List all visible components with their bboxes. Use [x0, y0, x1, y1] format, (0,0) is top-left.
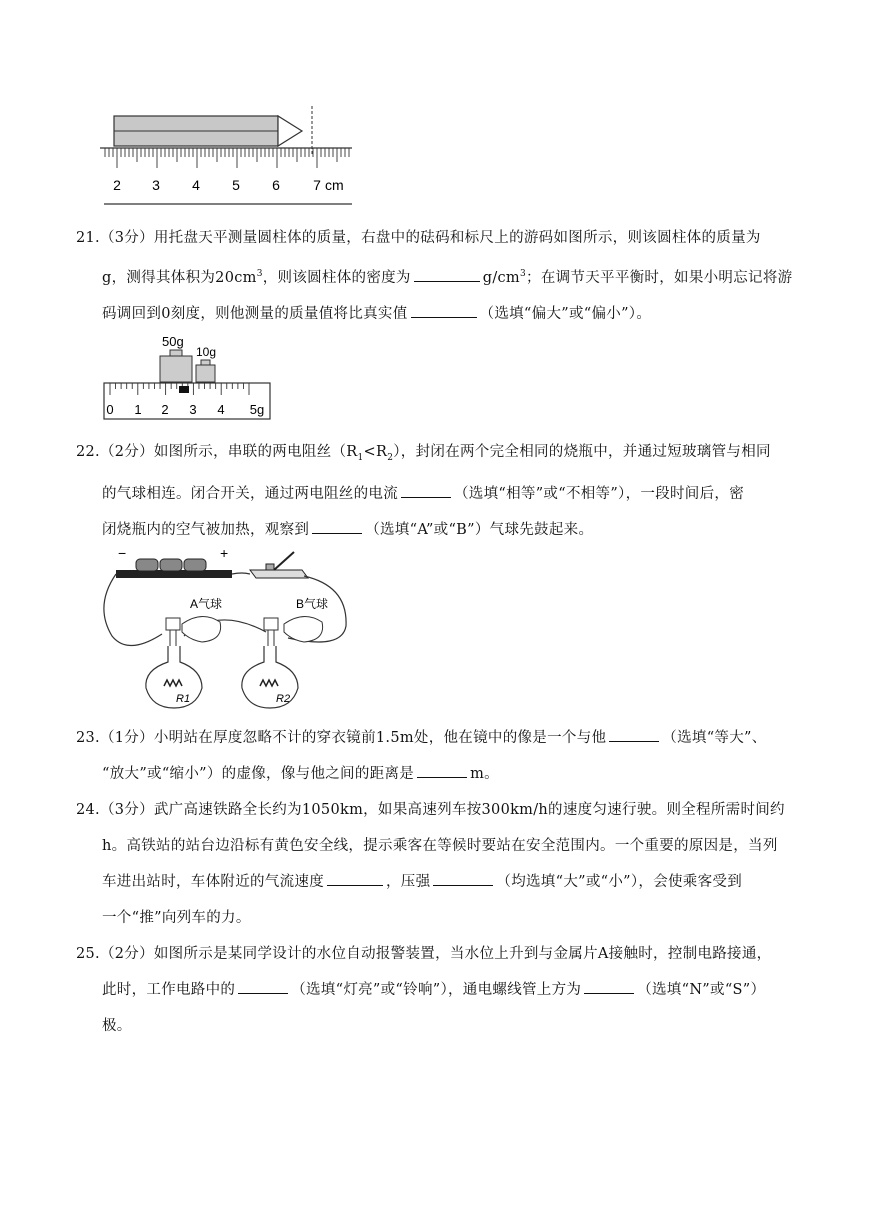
battery-cell [184, 559, 206, 571]
q21-line1 [76, 220, 821, 256]
question-24 [76, 792, 821, 936]
ruler-diagram [96, 104, 358, 208]
ruler-tick-label: 3 [152, 177, 160, 193]
weight-10g-label: 10g [196, 345, 217, 359]
q22-text: （选填“相等”或“不相等”），一段时间后，密 [454, 485, 744, 502]
switch-lever [274, 552, 294, 570]
q25-line2 [76, 972, 821, 1008]
r2-label: R2 [276, 693, 291, 705]
q21-sup: 3 [256, 269, 263, 279]
q22-text: 的气球相连。闭合开关，通过两电阻丝的电流 [102, 485, 398, 502]
ruler-tick-label: 2 [113, 177, 121, 193]
q22-line1 [76, 434, 821, 476]
q22-text: <R [363, 444, 388, 460]
q25-line3 [76, 1008, 821, 1044]
balloon-a-label: A气球 [190, 597, 223, 611]
battery-cell [160, 559, 182, 571]
scale-label: 5g [249, 402, 265, 417]
q25-line1 [76, 936, 821, 972]
answer-blank[interactable] [433, 871, 493, 886]
answer-blank[interactable] [584, 979, 634, 994]
q22-line2 [76, 476, 821, 512]
q21-sup: 3 [519, 269, 527, 279]
q22-text: 22.（2分）如图所示，串联的两电阻丝（R [76, 444, 358, 460]
q24-line3 [76, 864, 821, 900]
flask-a [146, 646, 202, 708]
scale-label: 3 [189, 402, 197, 417]
q25-text: 25.（2分）如图所示是某同学设计的水位自动报警装置，当水位上升到与金属片A接触时，控制电路接通， [76, 946, 772, 962]
weight-10g [196, 365, 215, 382]
ruler-tick-label: 4 [192, 177, 200, 193]
circuit-diagram [98, 546, 352, 710]
q22-text: （选填“A”或“B”）气球先鼓起来。 [365, 521, 594, 538]
scale-label: 0 [106, 402, 114, 417]
q23-text: 23.（1分）小明站在厚度忽略不计的穿衣镜前1.5m处，他在镜中的像是一个与他 [76, 730, 607, 746]
negative-terminal: − [118, 546, 127, 561]
ruler-unit: cm [325, 177, 344, 193]
q21-text: g/cm [482, 269, 520, 286]
q24-text: ，压强 [386, 874, 431, 890]
r1-label: R1 [176, 693, 191, 705]
switch-base [250, 570, 308, 578]
q21-line3 [76, 296, 821, 332]
scale-label: 4 [217, 402, 225, 417]
q21-line2 [76, 256, 821, 296]
q21-text: ；在调节天平平衡时，如果小明忘记将游 [526, 269, 793, 286]
scale-label: 2 [161, 402, 169, 417]
ruler-tick-label: 6 [272, 177, 280, 193]
balloon-a [182, 616, 221, 642]
scale-label: 1 [134, 402, 142, 417]
q21-text: 21.（3分）用托盘天平测量圆柱体的质量，右盘中的砝码和标尺上的游码如图所示，则该圆柱体的质量为 [76, 230, 761, 246]
answer-blank[interactable] [609, 727, 659, 742]
q23-line2 [76, 756, 821, 792]
q24-text: 车进出站时，车体附近的气流速度 [102, 874, 324, 890]
q21-text: g，测得其体积为20cm [102, 269, 257, 286]
q23-text: m。 [470, 766, 499, 782]
q23-text: （选填“等大”、 [662, 730, 767, 746]
answer-blank[interactable] [401, 483, 451, 498]
q22-line3 [76, 512, 821, 548]
positive-terminal: + [220, 546, 229, 561]
circuit-figure [98, 546, 352, 710]
q24-text: h。高铁站的站台边沿标有黄色安全线，提示乘客在等候时要站在安全范围内。一个重要的原因是，当列 [102, 838, 778, 854]
rider [179, 386, 189, 393]
q22-sub: 1 [357, 452, 364, 463]
answer-blank[interactable] [312, 519, 362, 534]
q24-line2 [76, 828, 821, 864]
q24-line4 [76, 900, 821, 936]
balance-figure [100, 330, 275, 422]
answer-blank[interactable] [327, 871, 383, 886]
q23-line1 [76, 720, 821, 756]
weight-50g-label: 50g [162, 334, 184, 349]
q25-text: （选填“N”或“S”） [637, 982, 766, 998]
question-22 [76, 434, 821, 548]
question-21 [76, 220, 821, 332]
balance-diagram [100, 330, 275, 422]
q22-sub: 2 [387, 452, 394, 463]
ruler-figure [96, 104, 358, 208]
answer-blank[interactable] [411, 303, 477, 318]
weight-50g [160, 356, 192, 382]
ruler-tick-label: 7 [313, 177, 321, 193]
q21-text: ，则该圆柱体的密度为 [262, 269, 411, 286]
answer-blank[interactable] [414, 267, 480, 282]
answer-blank[interactable] [238, 979, 288, 994]
q21-text: 码调回到0刻度，则他测量的质量值将比真实值 [102, 305, 408, 322]
q24-text: 一个“推”向列车的力。 [102, 910, 251, 926]
wire [104, 574, 162, 646]
question-23 [76, 720, 821, 792]
q22-text: ），封闭在两个完全相同的烧瓶中，并通过短玻璃管与相同 [393, 444, 771, 460]
answer-blank[interactable] [417, 763, 467, 778]
battery-cell [136, 559, 158, 571]
q23-text: “放大”或“缩小”）的虚像，像与他之间的距离是 [102, 766, 415, 782]
q21-text: （选填“偏大”或“偏小”）。 [479, 305, 652, 322]
balloon-b-label: B气球 [296, 597, 329, 611]
ruler-tick-label: 5 [232, 177, 240, 193]
question-25 [76, 936, 821, 1044]
q25-text: 此时，工作电路中的 [102, 982, 236, 998]
q25-text: 极。 [102, 1018, 132, 1034]
q24-line1 [76, 792, 821, 828]
q22-text: 闭烧瓶内的空气被加热，观察到 [102, 521, 310, 538]
q24-text: （均选填“大”或“小”），会使乘客受到 [496, 874, 743, 890]
q24-text: 24.（3分）武广高速铁路全长约为1050km，如果高速列车按300km/h的速度匀速行驶。则全程所需时间约 [76, 802, 785, 818]
q25-text: （选填“灯亮”或“铃响”），通电螺线管上方为 [291, 982, 582, 998]
pencil-tip [278, 116, 302, 146]
